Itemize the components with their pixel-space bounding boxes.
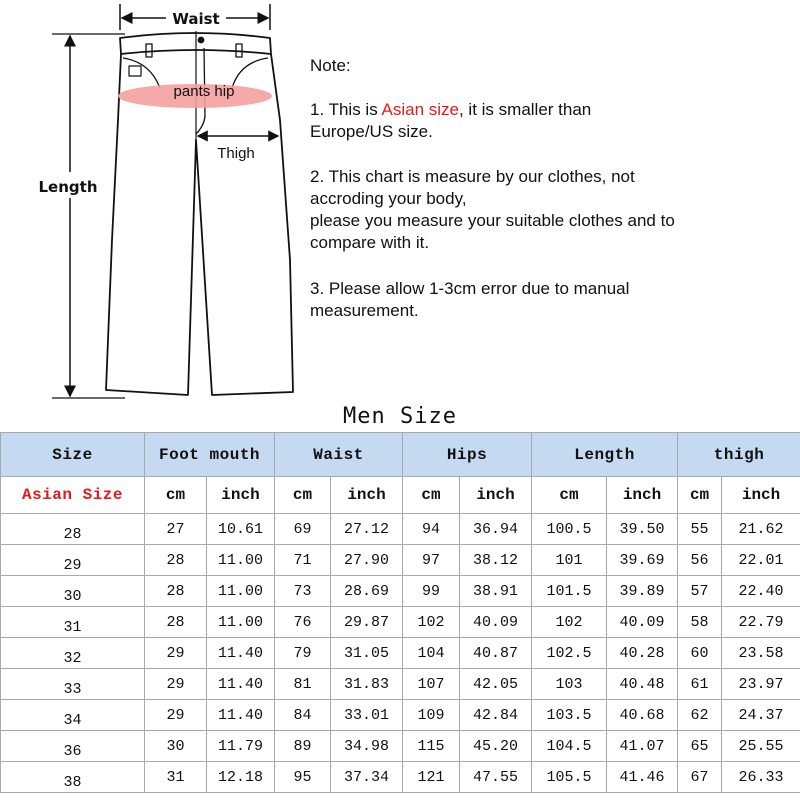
value-cell: 61 <box>678 669 722 700</box>
value-cell: 11.79 <box>207 731 275 762</box>
value-cell: 39.50 <box>607 514 678 545</box>
size-cell: 30 <box>1 576 145 607</box>
value-cell: 41.46 <box>607 762 678 793</box>
value-cell: 11.00 <box>207 576 275 607</box>
waist-dimension <box>120 4 270 30</box>
note-2-line3: please you measure your suitable clothes and to <box>310 211 675 230</box>
value-cell: 73 <box>275 576 331 607</box>
value-cell: 89 <box>275 731 331 762</box>
value-cell: 62 <box>678 700 722 731</box>
value-cell: 102 <box>403 607 460 638</box>
value-cell: 11.40 <box>207 638 275 669</box>
value-cell: 104 <box>403 638 460 669</box>
table-row <box>1 731 800 762</box>
note-3-line2: measurement. <box>310 301 419 320</box>
value-cell: 104.5 <box>532 731 607 762</box>
table-title: Men Size <box>343 404 457 429</box>
length-dimension <box>39 34 126 398</box>
note-1-line2: Europe/US size. <box>310 122 433 141</box>
value-cell: 36.94 <box>460 514 532 545</box>
length-label: Length <box>38 178 98 196</box>
header-hips: Hips <box>403 433 532 477</box>
value-cell: 11.40 <box>207 700 275 731</box>
thigh-dimension <box>198 136 278 162</box>
table-row <box>1 638 800 669</box>
value-cell: 84 <box>275 700 331 731</box>
note-2-line4: compare with it. <box>310 233 430 252</box>
value-cell: 30 <box>145 731 207 762</box>
value-cell: 67 <box>678 762 722 793</box>
value-cell: 26.33 <box>722 762 800 793</box>
value-cell: 99 <box>403 576 460 607</box>
value-cell: 103 <box>532 669 607 700</box>
size-cell: 29 <box>1 545 145 576</box>
value-cell: 31.05 <box>331 638 403 669</box>
value-cell: 25.55 <box>722 731 800 762</box>
value-cell: 56 <box>678 545 722 576</box>
unit-cell: cm <box>275 477 331 514</box>
value-cell: 58 <box>678 607 722 638</box>
pants-measurement-diagram <box>0 0 310 402</box>
value-cell: 29 <box>145 700 207 731</box>
value-cell: 27.12 <box>331 514 403 545</box>
value-cell: 23.58 <box>722 638 800 669</box>
note-1 <box>310 99 591 121</box>
size-cell: 32 <box>1 638 145 669</box>
value-cell: 28.69 <box>331 576 403 607</box>
unit-cell: inch <box>722 477 800 514</box>
value-cell: 101 <box>532 545 607 576</box>
value-cell: 95 <box>275 762 331 793</box>
value-cell: 40.87 <box>460 638 532 669</box>
table-row <box>1 545 800 576</box>
value-cell: 41.07 <box>607 731 678 762</box>
value-cell: 11.40 <box>207 669 275 700</box>
value-cell: 42.84 <box>460 700 532 731</box>
value-cell: 28 <box>145 576 207 607</box>
value-cell: 45.20 <box>460 731 532 762</box>
note-3-line1: 3. Please allow 1-3cm error due to manual <box>310 279 630 298</box>
value-cell: 121 <box>403 762 460 793</box>
value-cell: 107 <box>403 669 460 700</box>
value-cell: 115 <box>403 731 460 762</box>
table-row <box>1 669 800 700</box>
value-cell: 24.37 <box>722 700 800 731</box>
value-cell: 76 <box>275 607 331 638</box>
value-cell: 71 <box>275 545 331 576</box>
size-cell: 38 <box>1 762 145 793</box>
waist-label: Waist <box>172 10 220 28</box>
value-cell: 100.5 <box>532 514 607 545</box>
size-cell: 28 <box>1 514 145 545</box>
table-row <box>1 762 800 793</box>
value-cell: 11.00 <box>207 607 275 638</box>
value-cell: 40.68 <box>607 700 678 731</box>
value-cell: 33.01 <box>331 700 403 731</box>
table-row <box>1 514 800 545</box>
unit-cell: cm <box>145 477 207 514</box>
value-cell: 11.00 <box>207 545 275 576</box>
value-cell: 12.18 <box>207 762 275 793</box>
value-cell: 31 <box>145 762 207 793</box>
value-cell: 94 <box>403 514 460 545</box>
value-cell: 28 <box>145 607 207 638</box>
unit-cell: inch <box>460 477 532 514</box>
value-cell: 29 <box>145 669 207 700</box>
value-cell: 38.91 <box>460 576 532 607</box>
header-foot-mouth: Foot mouth <box>145 433 275 477</box>
value-cell: 23.97 <box>722 669 800 700</box>
value-cell: 27 <box>145 514 207 545</box>
value-cell: 39.69 <box>607 545 678 576</box>
hip-label: pants hip <box>173 83 235 100</box>
unit-cell: inch <box>607 477 678 514</box>
value-cell: 55 <box>678 514 722 545</box>
value-cell: 34.98 <box>331 731 403 762</box>
column-header-row <box>1 433 800 477</box>
size-cell: 31 <box>1 607 145 638</box>
value-cell: 22.79 <box>722 607 800 638</box>
note-heading: Note: <box>310 56 351 75</box>
thigh-label: Thigh <box>217 145 255 162</box>
value-cell: 81 <box>275 669 331 700</box>
value-cell: 109 <box>403 700 460 731</box>
value-cell: 40.28 <box>607 638 678 669</box>
unit-cell: cm <box>403 477 460 514</box>
asian-size-highlight: Asian size <box>381 100 459 119</box>
value-cell: 40.48 <box>607 669 678 700</box>
note-1-prefix: 1. This is <box>310 100 382 119</box>
header-size: Size <box>1 433 145 477</box>
note-1-suffix: , it is smaller than <box>458 100 592 119</box>
table-row <box>1 576 800 607</box>
value-cell: 27.90 <box>331 545 403 576</box>
value-cell: 40.09 <box>460 607 532 638</box>
header-length: Length <box>532 433 678 477</box>
value-cell: 39.89 <box>607 576 678 607</box>
value-cell: 10.61 <box>207 514 275 545</box>
value-cell: 29 <box>145 638 207 669</box>
value-cell: 102 <box>532 607 607 638</box>
asian-size-label: Asian Size <box>1 477 145 514</box>
value-cell: 102.5 <box>532 638 607 669</box>
header-thigh: thigh <box>678 433 800 477</box>
table-row <box>1 607 800 638</box>
unit-cell: cm <box>532 477 607 514</box>
value-cell: 22.40 <box>722 576 800 607</box>
value-cell: 60 <box>678 638 722 669</box>
value-cell: 28 <box>145 545 207 576</box>
value-cell: 57 <box>678 576 722 607</box>
value-cell: 29.87 <box>331 607 403 638</box>
size-table <box>0 432 800 793</box>
size-cell: 33 <box>1 669 145 700</box>
value-cell: 42.05 <box>460 669 532 700</box>
value-cell: 69 <box>275 514 331 545</box>
unit-cell: inch <box>331 477 403 514</box>
value-cell: 31.83 <box>331 669 403 700</box>
value-cell: 47.55 <box>460 762 532 793</box>
value-cell: 79 <box>275 638 331 669</box>
note-2-line1: 2. This chart is measure by our clothes, not <box>310 167 635 186</box>
size-cell: 34 <box>1 700 145 731</box>
value-cell: 40.09 <box>607 607 678 638</box>
value-cell: 22.01 <box>722 545 800 576</box>
unit-cell: inch <box>207 477 275 514</box>
table-body <box>1 514 800 793</box>
value-cell: 103.5 <box>532 700 607 731</box>
value-cell: 21.62 <box>722 514 800 545</box>
size-cell: 36 <box>1 731 145 762</box>
value-cell: 37.34 <box>331 762 403 793</box>
value-cell: 38.12 <box>460 545 532 576</box>
value-cell: 105.5 <box>532 762 607 793</box>
value-cell: 101.5 <box>532 576 607 607</box>
note-2-line2: accroding your body, <box>310 189 467 208</box>
table-row <box>1 700 800 731</box>
unit-header-row <box>1 477 800 514</box>
value-cell: 65 <box>678 731 722 762</box>
unit-cell: cm <box>678 477 722 514</box>
value-cell: 97 <box>403 545 460 576</box>
header-waist: Waist <box>275 433 403 477</box>
